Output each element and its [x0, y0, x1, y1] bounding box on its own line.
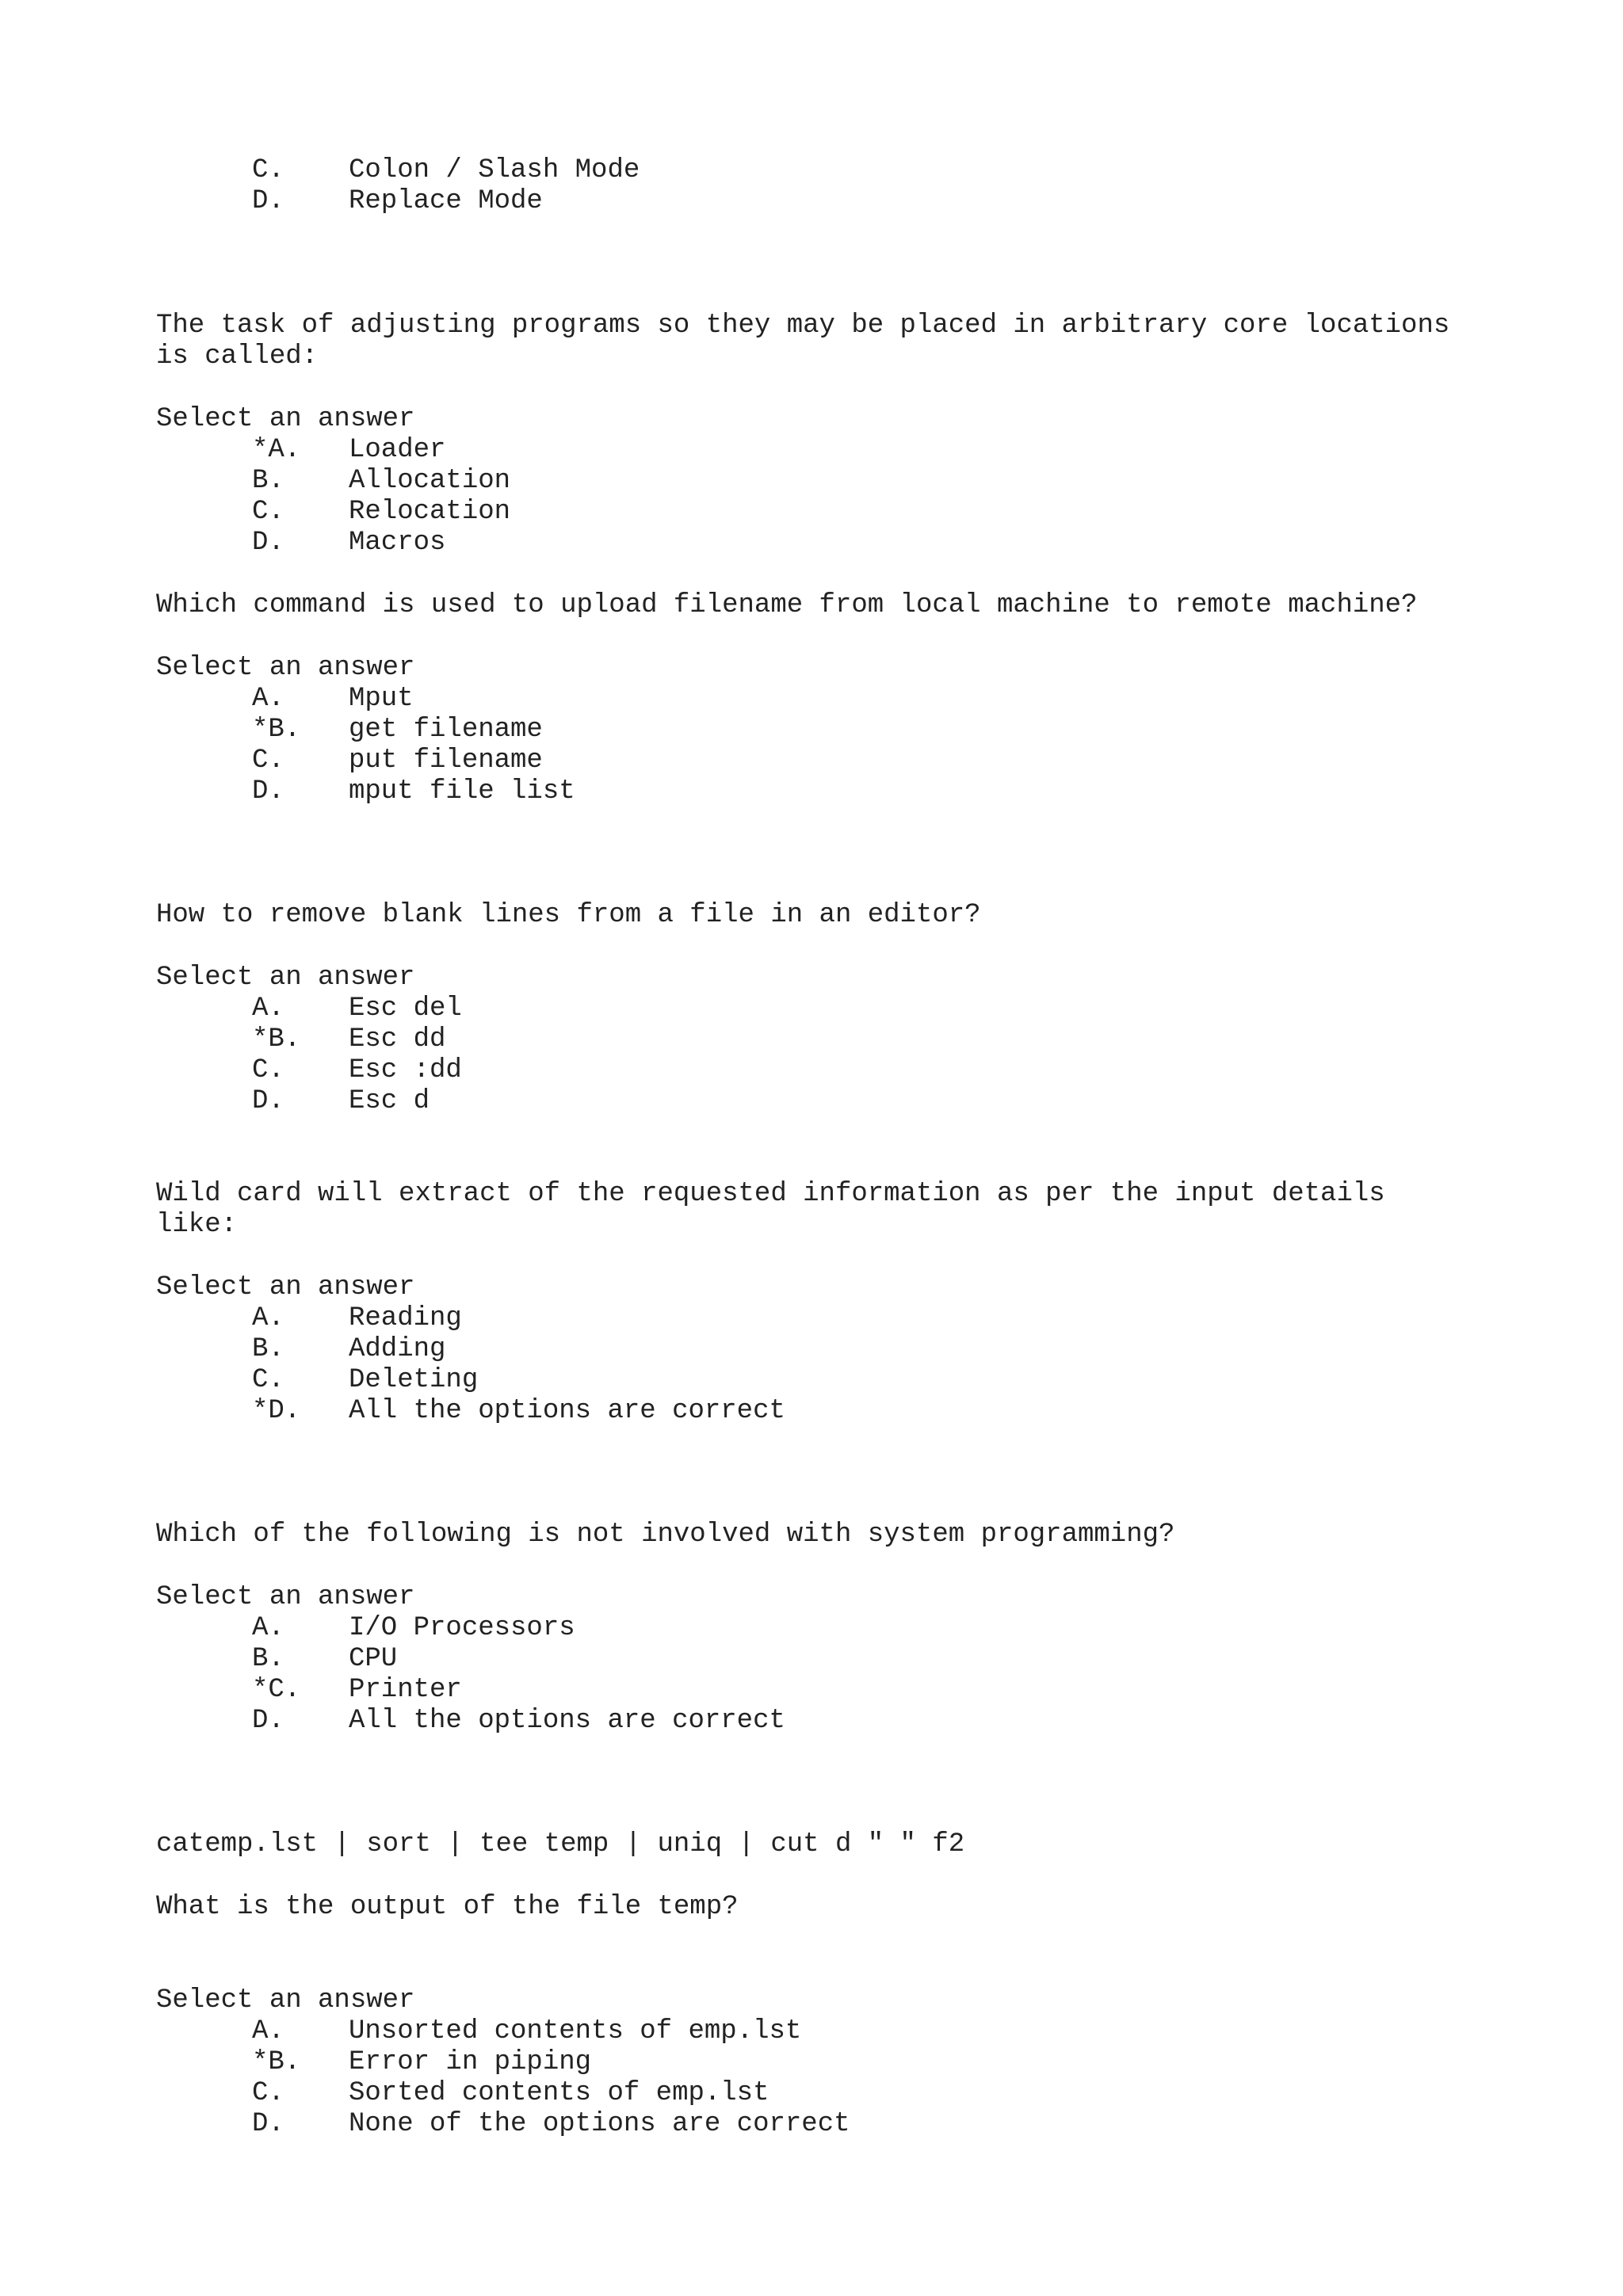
option-text: All the options are correct — [349, 1706, 785, 1736]
option-letter: *B. — [252, 715, 301, 745]
option-letter: *C. — [252, 1675, 301, 1705]
option-letter: B. — [252, 1334, 285, 1364]
option-text: Esc del — [349, 994, 462, 1024]
option-text: Colon / Slash Mode — [349, 155, 640, 185]
answer-prompt: Select an answer — [156, 404, 415, 434]
option-letter: C. — [252, 1055, 285, 1085]
option-text: Mput — [349, 684, 414, 714]
question-stem-line: like: — [156, 1210, 238, 1240]
question-stem-line: What is the output of the file temp? — [156, 1892, 739, 1922]
answer-prompt: Select an answer — [156, 1985, 415, 2016]
option-letter: D. — [252, 1706, 285, 1736]
option-text: get filename — [349, 715, 543, 745]
option-letter: *B. — [252, 1024, 301, 1055]
option-text: I/O Processors — [349, 1613, 575, 1643]
option-text: Esc :dd — [349, 1055, 462, 1085]
option-letter: *B. — [252, 2047, 301, 2077]
option-letter: C. — [252, 746, 285, 776]
option-letter: C. — [252, 1365, 285, 1395]
option-letter: C. — [252, 497, 285, 527]
option-text: put filename — [349, 746, 543, 776]
option-text: Sorted contents of emp.lst — [349, 2078, 769, 2108]
option-text: Error in piping — [349, 2047, 592, 2077]
option-letter: D. — [252, 1086, 285, 1116]
option-text: None of the options are correct — [349, 2109, 850, 2139]
option-text: All the options are correct — [349, 1396, 785, 1426]
question-stem-line: How to remove blank lines from a file in an editor? — [156, 900, 981, 930]
option-text: Esc d — [349, 1086, 430, 1116]
question-stem-line: Which command is used to upload filename from local machine to remote machine? — [156, 590, 1418, 620]
option-letter: B. — [252, 466, 285, 496]
option-letter: C. — [252, 155, 285, 185]
option-letter: A. — [252, 2016, 285, 2046]
option-text: Deleting — [349, 1365, 479, 1395]
option-letter: D. — [252, 528, 285, 558]
option-letter: *D. — [252, 1396, 301, 1426]
option-text: Unsorted contents of emp.lst — [349, 2016, 802, 2046]
question-stem-line: The task of adjusting programs so they may be placed in arbitrary core locations — [156, 311, 1450, 341]
option-letter: C. — [252, 2078, 285, 2108]
question-stem-line: is called: — [156, 341, 319, 372]
option-text: Esc dd — [349, 1024, 446, 1055]
option-text: Relocation — [349, 497, 511, 527]
option-letter: A. — [252, 684, 285, 714]
option-text: Macros — [349, 528, 446, 558]
question-stem-line: Which of the following is not involved with system programming? — [156, 1520, 1175, 1550]
option-letter: A. — [252, 1303, 285, 1333]
option-text: Allocation — [349, 466, 511, 496]
option-text: Loader — [349, 435, 446, 465]
option-text: mput file list — [349, 776, 575, 807]
answer-prompt: Select an answer — [156, 653, 415, 683]
option-text: Replace Mode — [349, 186, 543, 216]
answer-prompt: Select an answer — [156, 1272, 415, 1302]
option-text: CPU — [349, 1644, 398, 1674]
option-letter: A. — [252, 1613, 285, 1643]
option-letter: D. — [252, 776, 285, 807]
option-letter: *A. — [252, 435, 301, 465]
option-letter: B. — [252, 1644, 285, 1674]
option-text: Adding — [349, 1334, 446, 1364]
option-text: Printer — [349, 1675, 462, 1705]
answer-prompt: Select an answer — [156, 1582, 415, 1612]
option-text: Reading — [349, 1303, 462, 1333]
answer-prompt: Select an answer — [156, 963, 415, 993]
option-letter: D. — [252, 186, 285, 216]
question-stem-line: catemp.lst | sort | tee temp | uniq | cut d " " f2 — [156, 1829, 965, 1859]
option-letter: A. — [252, 994, 285, 1024]
question-stem-line: Wild card will extract of the requested information as per the input details — [156, 1179, 1385, 1209]
option-letter: D. — [252, 2109, 285, 2139]
